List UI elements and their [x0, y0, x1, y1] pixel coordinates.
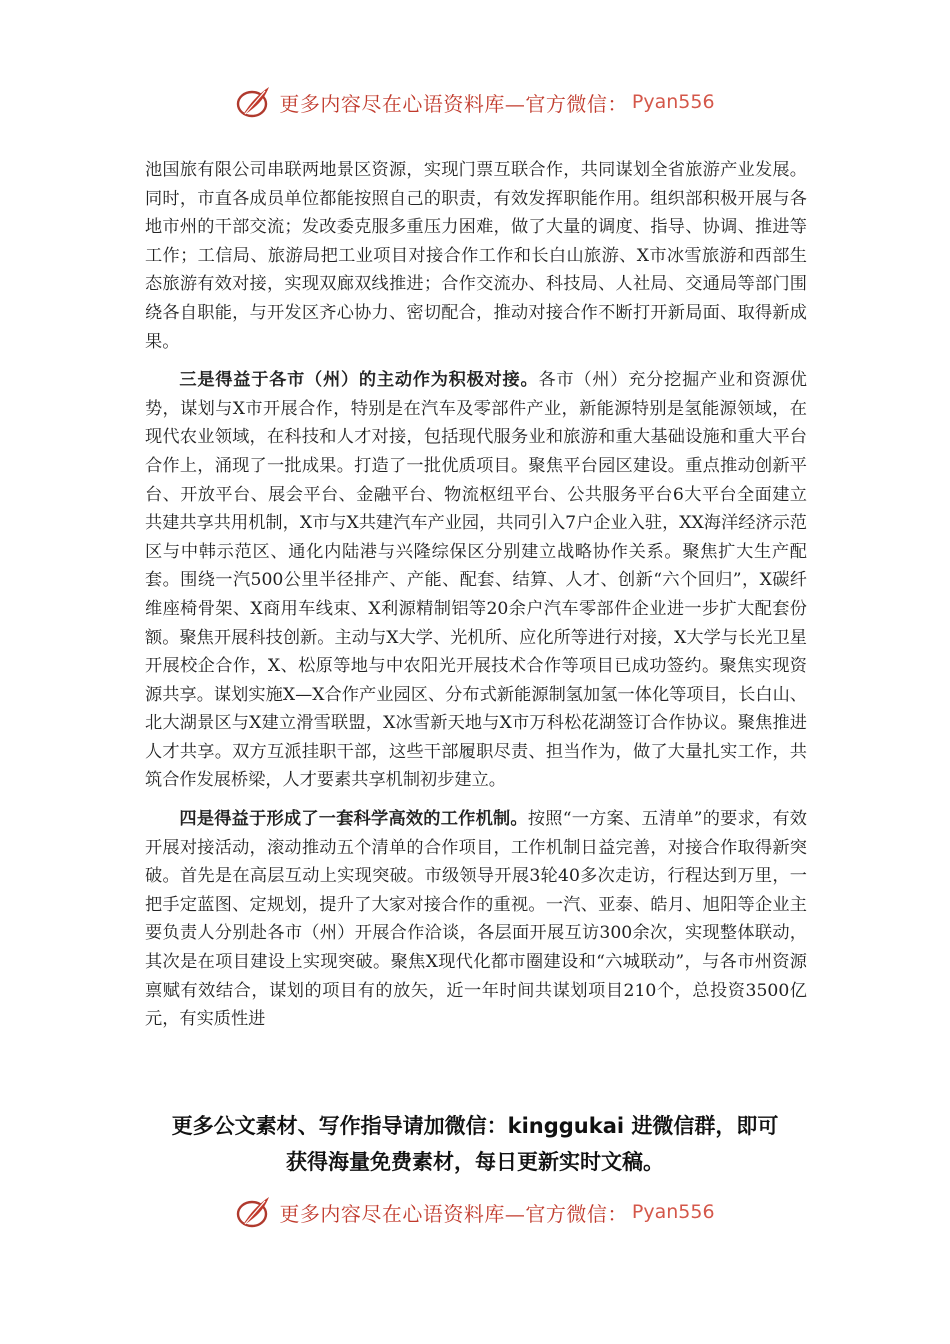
header-banner — [0, 80, 950, 124]
paragraph-2-text: 各市（州）充分挖掘产业和资源优势，谋划与X市开展合作，特别是在汽车及零部件产业，新能源特别是氢能源领域，在现代农业领域，在科技和人才对接，包括现代服务业和旅游和重大基础设施和重大平台合作上，涌现了一批成果。打造了一批优质项目。聚焦平台园区建设。重点推动创新平台、开放平台、展会平台、金融平台、物流枢纽平台、公共服务平台6大平台全面建立共建共享共用机制，X市与X共建汽车产业园，共同引入7户企业入驻，XX海洋经济示范区与中韩示范区、通化内陆港与兴隆综保区分别建立战略协作关系。聚焦扩大生产配套。围绕一汽500公里半径排产、产能、配套、结算、人才、创新“六个回归”，X碳纤维座椅骨架、X商用车线束、X利源精制铝等20余户汽车零部件企业进一步扩大配套份额。聚焦开展科技创新。主动与X大学、光机所、应化所等进行对接，X大学与长光卫星开展校企合作，X、松原等地与中农阳光开展技术合作等项目已成功签约。聚焦实现资源共享。谋划实施X—X合作产业园区、分布式新能源制氢加氢一体化等项目，长白山、北大湖景区与X建立滑雪联盟，X冰雪新天地与X市万科松花湖签订合作协议。聚焦推进人才共享。双方互派挂职干部，这些干部履职尽责、担当作为，做了大量扎实工作，共筑合作发展桥梁，人才要素共享机制初步建立。 — [145, 370, 807, 791]
feather-pen-logo-icon — [235, 83, 273, 121]
document-body — [145, 156, 807, 1034]
footer-banner-id: Pyan556 — [631, 1201, 715, 1223]
footer-banner — [0, 1190, 950, 1234]
paragraph-1 — [145, 156, 807, 356]
feather-pen-logo-icon — [235, 1193, 273, 1231]
promo-line-2: 获得海量免费素材，每日更新实时文稿。 — [286, 1150, 664, 1174]
header-banner-id: Pyan556 — [631, 91, 715, 113]
footer-banner-text: 更多内容尽在心语资料库—官方微信： — [279, 1201, 628, 1226]
promo-block — [120, 1108, 830, 1180]
paragraph-1-text: 池国旅有限公司串联两地景区资源，实现门票互联合作，共同谋划全省旅游产业发展。同时，市直各成员单位都能按照自己的职责，有效发挥职能作用。组织部积极开展与各地市州的干部交流；发改委克服多重压力困难，做了大量的调度、指导、协调、推进等工作；工信局、旅游局把工业项目对接合作工作和长白山旅游、X市冰雪旅游和西部生态旅游有效对接，实现双廊双线推进；合作交流办、科技局、人社局、交通局等部门围绕各自职能，与开发区齐心协力、密切配合，推动对接合作不断打开新局面、取得新成果。 — [145, 160, 807, 352]
paragraph-2 — [145, 366, 807, 795]
paragraph-2-lead: 三是得益于各市（州）的主动作为积极对接。 — [179, 370, 539, 391]
header-banner-text: 更多内容尽在心语资料库—官方微信： — [279, 91, 628, 116]
promo-line-1: 更多公文素材、写作指导请加微信：kinggukai 进微信群，即可 — [171, 1114, 779, 1138]
paragraph-3-lead: 四是得益于形成了一套科学高效的工作机制。 — [179, 809, 528, 830]
paragraph-3-text: 按照“一方案、五清单”的要求，有效开展对接活动，滚动推动五个清单的合作项目，工作机制日益完善，对接合作取得新突破。首先是在高层互动上实现突破。市级领导开展3轮40多次走访，行程达到万里，一把手定蓝图、定规划，提升了大家对接合作的重视。一汽、亚泰、皓月、旭阳等企业主要负责人分别赴各市（州）开展合作洽谈，各层面开展互访300余次，实现整体联动，其次是在项目建设上实现突破。聚焦X现代化都市圈建设和“六城联动”，与各市州资源禀赋有效结合，谋划的项目有的放矢，近一年时间共谋划项目210个，总投资3500亿元，有实质性进 — [145, 809, 807, 1030]
paragraph-3 — [145, 805, 807, 1034]
